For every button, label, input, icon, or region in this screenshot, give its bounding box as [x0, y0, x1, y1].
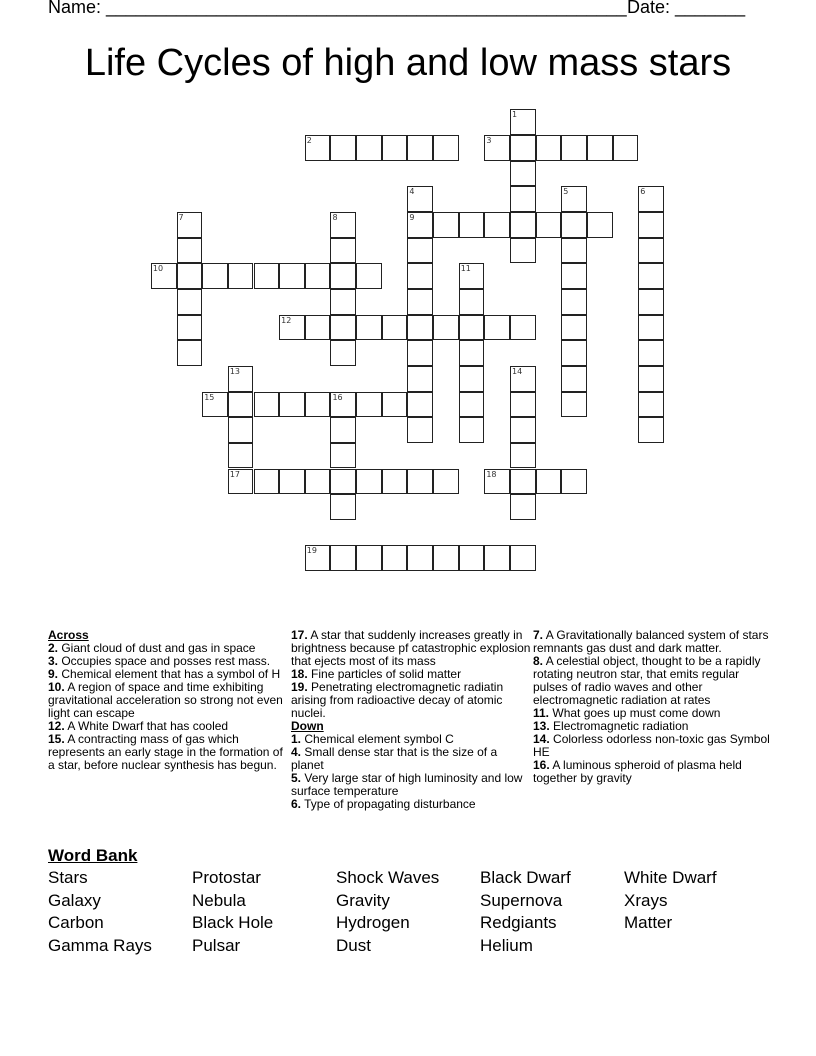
crossword-cell[interactable] — [510, 109, 536, 135]
crossword-cell[interactable] — [638, 392, 664, 418]
crossword-cell[interactable] — [177, 340, 203, 366]
clue-down-11: 11. What goes up must come down — [533, 706, 721, 720]
crossword-cell[interactable] — [407, 315, 433, 341]
clue-number: 4 — [409, 187, 415, 197]
crossword-cell[interactable] — [330, 340, 356, 366]
crossword-cell[interactable] — [228, 417, 254, 443]
word-bank-item: Gravity — [336, 890, 390, 910]
word-bank-item: Hydrogen — [336, 913, 410, 933]
crossword-cell[interactable] — [613, 135, 639, 161]
crossword-cell[interactable] — [279, 392, 305, 418]
crossword-cell[interactable] — [587, 135, 613, 161]
crossword-cell[interactable] — [638, 263, 664, 289]
crossword-cell[interactable] — [510, 161, 536, 187]
crossword-cell[interactable] — [407, 392, 433, 418]
crossword-cell[interactable] — [356, 392, 382, 418]
crossword-cell[interactable] — [151, 263, 177, 289]
crossword-cell[interactable] — [510, 392, 536, 418]
clue-across-2: 2. Giant cloud of dust and gas in space — [48, 641, 256, 655]
clue-number: 10 — [152, 264, 164, 274]
crossword-cell[interactable] — [305, 392, 331, 418]
clue-number: 12 — [281, 315, 292, 325]
clue-number: 3 — [486, 136, 492, 146]
clue-down-16: 16. A luminous spheroid of plasma held together by gravity — [533, 758, 742, 785]
crossword-cell[interactable] — [356, 263, 382, 289]
crossword-cell[interactable] — [177, 263, 203, 289]
crossword-cell[interactable] — [330, 263, 356, 289]
clue-across-19: 19. Penetrating electromagnetic radiatin arising from radioactive decay of atomic nuclei. — [291, 680, 504, 720]
word-bank-item: White Dwarf — [624, 868, 717, 887]
crossword-cell[interactable] — [407, 366, 433, 392]
word-bank-item: Helium — [480, 935, 533, 955]
crossword-cell[interactable] — [407, 135, 433, 161]
page-title: Life Cycles of high and low mass stars — [84, 42, 732, 84]
clue-across-15: 15. A contracting mass of gas which represents an early stage in the formation of a star, before nuclear synthesis has begun. — [48, 732, 283, 772]
crossword-cell[interactable] — [459, 263, 485, 289]
crossword-cell[interactable] — [638, 238, 664, 264]
word-bank-item: Galaxy — [48, 890, 101, 910]
crossword-cell[interactable] — [228, 443, 254, 469]
clue-number: 17 — [229, 469, 241, 479]
crossword-cell[interactable] — [305, 315, 331, 341]
clue-number: 5 — [563, 187, 569, 197]
crossword-cell[interactable] — [407, 289, 433, 315]
crossword-cell[interactable] — [382, 392, 408, 418]
crossword-cell[interactable] — [433, 212, 459, 238]
crossword-cell[interactable] — [305, 263, 331, 289]
crossword-cell[interactable] — [561, 392, 587, 418]
crossword-cell[interactable] — [356, 545, 382, 571]
crossword-cell[interactable] — [330, 212, 356, 238]
word-bank-item: Shock Waves — [336, 868, 440, 887]
crossword-cell[interactable] — [407, 212, 433, 238]
clue-number: 8 — [332, 213, 338, 222]
crossword-cell[interactable] — [561, 289, 587, 315]
crossword-cell[interactable] — [484, 135, 510, 161]
crossword-cell[interactable] — [510, 417, 536, 443]
crossword-cell[interactable] — [510, 186, 536, 212]
clue-number: 13 — [229, 366, 241, 376]
crossword-cell[interactable] — [510, 366, 536, 392]
crossword-cell[interactable] — [510, 443, 536, 469]
crossword-cell[interactable] — [330, 238, 356, 264]
crossword-cell[interactable] — [177, 238, 203, 264]
crossword-cell[interactable] — [330, 545, 356, 571]
crossword-cell[interactable] — [279, 469, 305, 495]
crossword-cell[interactable] — [638, 315, 664, 341]
crossword-cell[interactable] — [330, 392, 356, 418]
crossword-cell[interactable] — [510, 494, 536, 520]
crossword-cell[interactable] — [177, 315, 203, 341]
crossword-cell[interactable] — [202, 263, 228, 289]
word-bank-title: Word Bank — [48, 846, 138, 865]
crossword-cell[interactable] — [407, 417, 433, 443]
crossword-cell[interactable] — [484, 469, 510, 495]
crossword-cell[interactable] — [561, 366, 587, 392]
crossword-cell[interactable] — [330, 443, 356, 469]
clue-number: 6 — [640, 187, 646, 197]
crossword-cell[interactable] — [279, 263, 305, 289]
crossword-cell[interactable] — [459, 212, 485, 238]
clue-down-13: 13. Electromagnetic radiation — [533, 719, 689, 733]
crossword-cell[interactable] — [382, 135, 408, 161]
crossword-cell[interactable] — [561, 315, 587, 341]
word-bank-item: Redgiants — [480, 913, 557, 933]
crossword-cell[interactable] — [202, 392, 228, 418]
crossword-cell[interactable] — [536, 212, 562, 238]
crossword-cell[interactable] — [254, 469, 280, 495]
crossword-cell[interactable] — [459, 545, 485, 571]
crossword-cell[interactable] — [638, 340, 664, 366]
crossword-cell[interactable] — [254, 263, 280, 289]
crossword-cell[interactable] — [561, 212, 587, 238]
clue-down-14: 14. Colorless odorless non-toxic gas Symbol HE — [533, 732, 770, 759]
crossword-cell[interactable] — [510, 545, 536, 571]
word-bank-item: Black Dwarf — [480, 868, 571, 887]
crossword-cell[interactable] — [638, 186, 664, 212]
clue-down-7: 7. A Gravitationally balanced system of stars remnants gas dust and dark matter. — [533, 628, 769, 655]
crossword-cell[interactable] — [561, 263, 587, 289]
clue-number: 19 — [306, 546, 317, 556]
crossword-cell[interactable] — [638, 212, 664, 238]
clue-number: 2 — [306, 136, 312, 146]
word-bank-item: Gamma Rays — [48, 935, 152, 955]
crossword-cell[interactable] — [510, 135, 536, 161]
clue-across-12: 12. A White Dwarf that has cooled — [48, 719, 229, 733]
crossword-cell[interactable] — [228, 366, 254, 392]
crossword-cell[interactable] — [254, 392, 280, 418]
crossword-cell[interactable] — [484, 545, 510, 571]
crossword-cell[interactable] — [484, 212, 510, 238]
crossword-cell[interactable] — [561, 186, 587, 212]
crossword-cell[interactable] — [433, 469, 459, 495]
word-bank-item: Black Hole — [192, 913, 274, 933]
clue-down-1: 1. Chemical element symbol C — [291, 732, 454, 746]
clues-column-3 — [533, 629, 773, 785]
crossword-cell[interactable] — [228, 263, 254, 289]
clue-down-5: 5. Very large star of high luminosity and low surface temperature — [291, 771, 523, 798]
word-bank-item: Matter — [624, 913, 673, 933]
clue-down-8: 8. A celestial object, thought to be a rapidly rotating neutron star, that emits regular pulses of radio waves and other electromagnetic radiation at rates — [533, 654, 761, 707]
crossword-cell[interactable] — [407, 545, 433, 571]
clue-number: 11 — [460, 264, 471, 274]
crossword-cell[interactable] — [510, 469, 536, 495]
crossword-cell[interactable] — [561, 238, 587, 264]
name-field-label: Name: ____________________________________________________ — [48, 0, 627, 17]
crossword-cell[interactable] — [459, 392, 485, 418]
crossword-cell[interactable] — [407, 263, 433, 289]
clue-down-6: 6. Type of propagating disturbance — [291, 797, 476, 811]
crossword-cell[interactable] — [433, 545, 459, 571]
word-bank-item: Nebula — [192, 890, 246, 910]
crossword-cell[interactable] — [407, 340, 433, 366]
crossword-cell[interactable] — [177, 289, 203, 315]
crossword-cell[interactable] — [536, 135, 562, 161]
crossword-cell[interactable] — [459, 366, 485, 392]
crossword-cell[interactable] — [330, 315, 356, 341]
clue-down-4: 4. Small dense star that is the size of a planet — [291, 745, 498, 772]
crossword-cell[interactable] — [330, 135, 356, 161]
crossword-cell[interactable] — [356, 469, 382, 495]
crossword-cell[interactable] — [305, 135, 331, 161]
crossword-cell[interactable] — [177, 212, 203, 238]
crossword-cell[interactable] — [459, 315, 485, 341]
crossword-cell[interactable] — [330, 469, 356, 495]
clue-number: 14 — [512, 366, 523, 376]
clue-across-3: 3. Occupies space and posses rest mass. — [48, 654, 271, 668]
crossword-cell[interactable] — [638, 417, 664, 443]
clue-number: 16 — [332, 392, 343, 402]
crossword-cell[interactable] — [330, 289, 356, 315]
clue-number: 18 — [486, 469, 497, 479]
word-bank-item: Dust — [336, 935, 371, 955]
crossword-cell[interactable] — [459, 417, 485, 443]
crossword-cell[interactable] — [510, 212, 536, 238]
word-bank-item: Xrays — [624, 890, 668, 910]
clues-column-1 — [48, 629, 288, 772]
crossword-cell[interactable] — [305, 469, 331, 495]
date-field-label: Date: _______ — [627, 0, 746, 17]
crossword-cell[interactable] — [228, 469, 254, 495]
clue-across-10: 10. A region of space and time exhibiting gravitational acceleration so strong not even light can escape — [48, 680, 283, 720]
crossword-cell[interactable] — [536, 469, 562, 495]
crossword-cell[interactable] — [587, 212, 613, 238]
crossword-cell[interactable] — [561, 469, 587, 495]
crossword-cell[interactable] — [330, 417, 356, 443]
crossword-cell[interactable] — [382, 315, 408, 341]
clues-column-2 — [291, 629, 531, 811]
word-bank-item: Supernova — [480, 890, 563, 910]
crossword-cell[interactable] — [356, 315, 382, 341]
crossword-cell[interactable] — [459, 289, 485, 315]
crossword-cell[interactable] — [407, 238, 433, 264]
crossword-cell[interactable] — [510, 315, 536, 341]
crossword-cell[interactable] — [279, 315, 305, 341]
clue-number: 9 — [409, 213, 415, 222]
word-bank-item: Stars — [48, 868, 88, 887]
across-heading: Across — [48, 628, 89, 642]
crossword-cell[interactable] — [510, 238, 536, 264]
down-heading: Down — [291, 719, 324, 733]
crossword-cell[interactable] — [305, 545, 331, 571]
crossword-cell[interactable] — [433, 315, 459, 341]
word-bank-item: Carbon — [48, 913, 104, 933]
word-bank-item: Protostar — [192, 868, 261, 887]
clue-across-18: 18. Fine particles of solid matter — [291, 667, 462, 681]
clue-number: 7 — [178, 213, 184, 222]
clue-number: 1 — [512, 110, 518, 120]
crossword-cell[interactable] — [407, 186, 433, 212]
crossword-cell[interactable] — [382, 545, 408, 571]
clue-across-9: 9. Chemical element that has a symbol of H — [48, 667, 281, 681]
crossword-cell[interactable] — [561, 135, 587, 161]
crossword-cell[interactable] — [484, 315, 510, 341]
crossword-cell[interactable] — [382, 469, 408, 495]
crossword-cell[interactable] — [356, 135, 382, 161]
word-bank-item: Pulsar — [192, 935, 241, 955]
crossword-cell[interactable] — [407, 469, 433, 495]
crossword-cell[interactable] — [228, 392, 254, 418]
crossword-cell[interactable] — [638, 366, 664, 392]
crossword-cell[interactable] — [433, 135, 459, 161]
crossword-cell[interactable] — [459, 340, 485, 366]
clue-number: 15 — [204, 392, 215, 402]
crossword-cell[interactable] — [638, 289, 664, 315]
crossword-cell[interactable] — [561, 340, 587, 366]
clue-across-17: 17. A star that suddenly increases greatly in brightness because pf catastrophic explosion that ejects most of its mass — [291, 628, 531, 668]
crossword-cell[interactable] — [330, 494, 356, 520]
